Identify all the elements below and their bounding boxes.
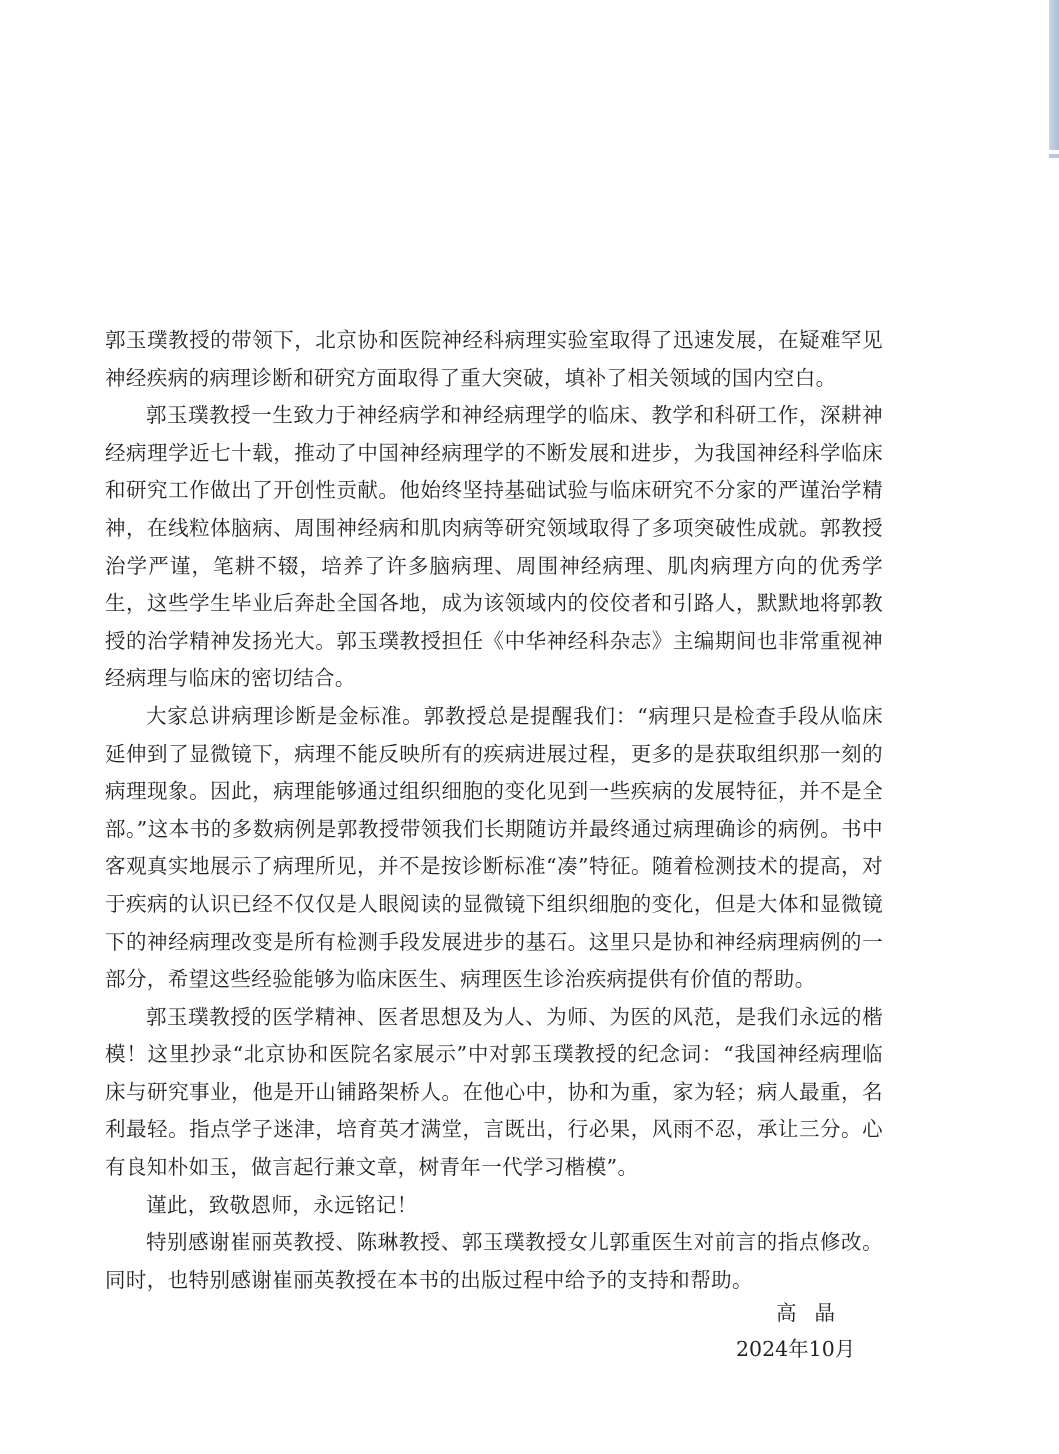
- signature-date: 2024年10月: [736, 1337, 856, 1361]
- preface-paragraph-4: 郭玉璞教授的医学精神、医者思想及为人、为师、为医的风范，是我们永远的楷模！这里抄录“北京协和医院名家展示”中对郭玉璞教授的纪念词：“我国神经病理临床与研究事业，他是开山铺路架桥人。在他心中，协和为重，家为轻；病人最重，名利最轻。指点学子迷津，培育英才满堂，言既出，行必果，风雨不忍，承让三分。心有良知朴如玉，做言起行兼文章，树青年一代学习楷模”。: [105, 1004, 883, 1180]
- preface-paragraph-3: 大家总讲病理诊断是金标准。郭教授总是提醒我们：“病理只是检查手段从临床延伸到了显微镜下，病理不能反映所有的疾病进展过程，更多的是获取组织那一刻的病理现象。因此，病理能够通过组织细胞的变化见到一些疾病的发展特征，并不是全部。”这本书的多数病例是郭教授带领我们长期随访并最终通过病理确诊的病例。书中客观真实地展示了病理所见，并不是按诊断标准“凑”特征。随着检测技术的提高，对于疾病的认识已经不仅仅是人眼阅读的显微镜下组织细胞的变化，但是大体和显微镜下的神经病理改变是所有检测手段发展进步的基石。这里只是协和神经病理病例的一部分，希望这些经验能够为临床医生、病理医生诊治疾病提供有价值的帮助。: [105, 703, 883, 992]
- preface-paragraph-6: 特别感谢崔丽英教授、陈琳教授、郭玉璞教授女儿郭重医生对前言的指点修改。同时，也特别感谢崔丽英教授在本书的出版过程中给予的支持和帮助。: [105, 1230, 883, 1292]
- page-edge-tab: [1049, 0, 1059, 150]
- preface-body: [105, 322, 883, 1299]
- preface-paragraph-2: 郭玉璞教授一生致力于神经病学和神经病理学的临床、教学和科研工作，深耕神经病理学近七十载，推动了中国神经病理学的不断发展和进步，为我国神经科学临床和研究工作做出了开创性贡献。他始终坚持基础试验与临床研究不分家的严谨治学精神，在线粒体脑病、周围神经病和肌肉病等研究领域取得了多项突破性成就。郭教授治学严谨，笔耕不辍，培养了许多脑病理、周围神经病理、肌肉病理方向的优秀学生，这些学生毕业后奔赴全国各地，成为该领域内的佼佼者和引路人，默默地将郭教授的治学精神发扬光大。郭玉璞教授担任《中华神经科杂志》主编期间也非常重视神经病理与临床的密切结合。: [105, 403, 883, 691]
- page-edge-tab-line: [1049, 154, 1059, 158]
- author-signature: 高晶: [776, 1301, 853, 1325]
- preface-paragraph-1: 郭玉璞教授的带领下，北京协和医院神经科病理实验室取得了迅速发展，在疑难罕见神经疾病的病理诊断和研究方面取得了重大突破，填补了相关领域的国内空白。: [105, 328, 883, 390]
- preface-paragraph-5: 谨此，致敬恩师，永远铭记！: [146, 1192, 418, 1217]
